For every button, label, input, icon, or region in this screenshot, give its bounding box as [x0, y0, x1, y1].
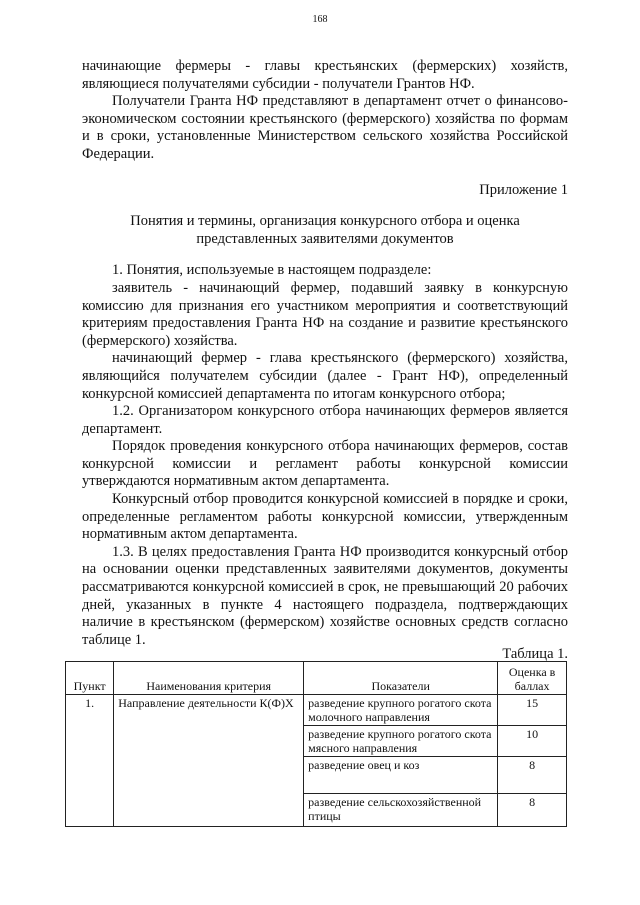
paragraph-recipients: начинающие фермеры - главы крестьянских (фермерских) хозяйств, являющиеся получателями субсидии - получатели Грантов НФ.	[82, 58, 568, 92]
cell-score: 15	[498, 695, 567, 726]
paragraph-evaluation: 1.3. В целях предоставления Гранта НФ производится конкурсный отбор на основании оценки представленных заявителями документов, документы рассматриваются конкурсной комиссией в срок, не превышающий 20 рабочих дней, указанных в пункте 4 настоящего подраздела, подтверждающих наличие в крестьянском (фермерском) хозяйстве основных средств согласно таблице 1.	[82, 543, 568, 648]
paragraph-procedure: Порядок проведения конкурсного отбора начинающих фермеров, состав конкурсной комиссии и регламент работы конкурсной комиссии утверждаются нормативным актом департамента.	[82, 438, 568, 490]
paragraph-organizer: 1.2. Организатором конкурсного отбора начинающих фермеров является департамент.	[82, 403, 568, 437]
appendix-label: Приложение 1	[479, 181, 568, 198]
table-caption: Таблица 1.	[502, 646, 568, 662]
cell-criterion: Направление деятельности К(Ф)Х	[114, 695, 304, 827]
document-body	[82, 58, 568, 649]
header-criterion: Наименования критерия	[114, 662, 304, 695]
header-indicators: Показатели	[304, 662, 498, 695]
paragraph-report: Получатели Гранта НФ представляют в департамент отчет о финансово-экономическом состоянии крестьянского (фермерского) хозяйства по формам и в сроки, установленные Министерством сельского хозяйства Российской Федерации.	[82, 93, 568, 162]
cell-score: 10	[498, 726, 567, 757]
criteria-table	[65, 661, 567, 827]
table-row	[66, 695, 567, 726]
table-header-row	[66, 662, 567, 695]
paragraph-applicant: заявитель - начинающий фермер, подавший заявку в конкурсную комиссию для признания его участником мероприятия и соответствующий критериям предоставления Гранта НФ на создание и развитие крестьянского (фермерского) хозяйства.	[82, 279, 568, 349]
cell-item: 1.	[66, 695, 114, 827]
header-score: Оценка в баллах	[498, 662, 567, 695]
cell-indicator: разведение крупного рогатого скота мясного направления	[304, 726, 498, 757]
header-item: Пункт	[66, 662, 114, 695]
section-title: Понятия и термины, организация конкурсного отбора и оценка представленных заявителями документов	[130, 213, 520, 247]
cell-indicator: разведение сельскохозяйственной птицы	[304, 794, 498, 827]
cell-score: 8	[498, 757, 567, 794]
cell-score: 8	[498, 794, 567, 827]
page-number: 168	[312, 14, 328, 25]
cell-indicator: разведение крупного рогатого скота молочного направления	[304, 695, 498, 726]
cell-indicator: разведение овец и коз	[304, 757, 498, 794]
paragraph-concepts: 1. Понятия, используемые в настоящем подразделе:	[112, 262, 432, 279]
paragraph-selection: Конкурсный отбор проводится конкурсной комиссией в порядке и сроки, определенные регламентом работы конкурсной комиссии, утвержденным нормативным актом департамента.	[82, 491, 568, 543]
paragraph-farmer: начинающий фермер - глава крестьянского (фермерского) хозяйства, являющийся получателем субсидии (далее - Грант НФ), определенный конкурсной комиссией департамента по итогам конкурсного отбора;	[82, 350, 568, 402]
